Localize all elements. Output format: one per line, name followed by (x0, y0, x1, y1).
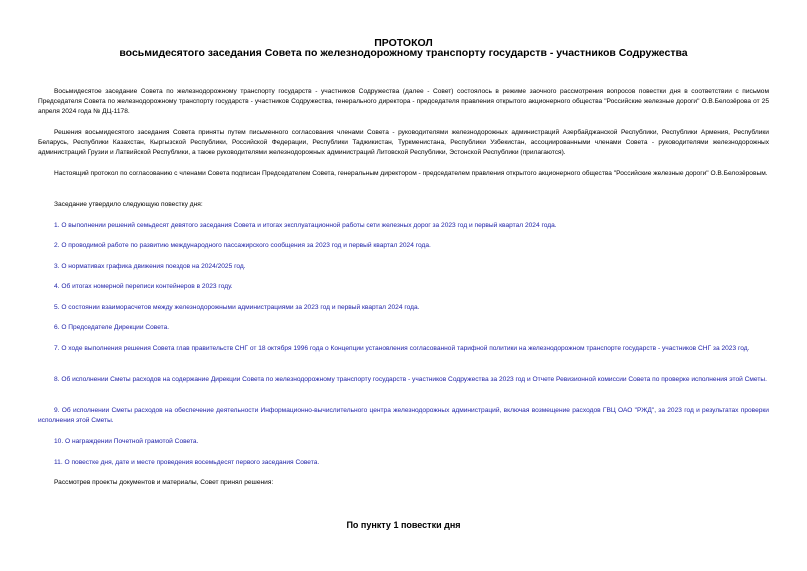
agenda-item-11[interactable]: 11. О повестке дня, дате и месте проведения восемьдесят первого заседания Совета. (54, 459, 320, 466)
agenda-item-2[interactable]: 2. О проводимой работе по развитию международного пассажирского сообщения за 2023 год и первый квартал 2024 года. (54, 242, 431, 249)
document-title: ПРОТОКОЛ (374, 37, 433, 49)
intro-paragraph: Решения восьмидесятого заседания Совета приняты путем письменного согласования членами Совета - руководителями железнодорожных администраций Азербайджанской Республики, Республики Армения, Республики Беларусь, Республики Казахстан, Кыргызской Республики, Российской Федерации, Республики Таджикистан, Туркменистана, Республики Узбекистан, ассоциированными членами Совета - руководителями железнодорожных администраций Грузии и Латвийской Республики, а также руководителями железнодорожных администраций Литовской Республики, Эстонской Республики (прилагаются). (38, 129, 769, 156)
agenda-item-10[interactable]: 10. О награждении Почетной грамотой Совета. (54, 438, 199, 445)
agenda-item-1[interactable]: 1. О выполнении решений семьдесят девятого заседания Совета и итогах эксплуатационной работы сети железных дорог за 2023 год и первый квартал 2024 года. (54, 222, 557, 229)
document-subtitle: восьмидесятого заседания Совета по железнодорожному транспорту государств - участников Содружества (119, 47, 688, 59)
intro-paragraph: Настоящий протокол по согласованию с членами Совета подписан Председателем Совета, генеральным директором - председателем правления открытого акционерного общества "Российские железные дороги" О.В.Белозёровым. (54, 170, 768, 177)
section-heading: По пункту 1 повестки дня (346, 520, 461, 530)
intro-paragraph: Восьмидесятое заседание Совета по железнодорожному транспорту государств - участников Содружества (далее - Совет) состоялось в режиме заочного рассмотрения вопросов повестки дня в соответствии с письмом Председателя Совета по железнодорожному транспорту государств - участников Содружества, генерального директора - председателя правления открытого акционерного общества "Российские железные дороги" О.В.Белозёрова от 25 апреля 2024 года № ДЦ-1178. (38, 88, 769, 115)
agenda-item-8[interactable]: 8. Об исполнении Сметы расходов на содержание Дирекции Совета по железнодорожному транспорту государств - участников Содружества за 2023 год и Отчете Ревизионной комиссии Совета по проверке исполнения этой Сметы. (54, 376, 767, 383)
agenda-intro: Заседание утвердило следующую повестку дня: (54, 201, 203, 208)
closing-paragraph: Рассмотрев проекты документов и материалы, Совет принял решения: (54, 479, 274, 486)
agenda-item-4[interactable]: 4. Об итогах номерной переписи контейнеров в 2023 году. (54, 283, 233, 290)
agenda-item-9[interactable]: 9. Об исполнении Сметы расходов на обеспечение деятельности Информационно-вычислительного центра железнодорожных администраций, включая возмещение расходов ГВЦ ОАО "РЖД", за 2023 год и результатах проверки исполнения этой Сметы. (38, 407, 769, 424)
agenda-item-6[interactable]: 6. О Председателе Дирекции Совета. (54, 324, 170, 331)
agenda-item-3[interactable]: 3. О нормативах графика движения поездов на 2024/2025 год. (54, 263, 246, 270)
agenda-item-7[interactable]: 7. О ходе выполнения решения Совета глав правительств СНГ от 18 октября 1996 года о Концепции установления согласованной тарифной политики на железнодорожном транспорте государств - участников СНГ за 2023 год. (54, 345, 750, 352)
agenda-item-5[interactable]: 5. О состоянии взаиморасчетов между железнодорожными администрациями за 2023 год и первый квартал 2024 года. (54, 304, 420, 311)
